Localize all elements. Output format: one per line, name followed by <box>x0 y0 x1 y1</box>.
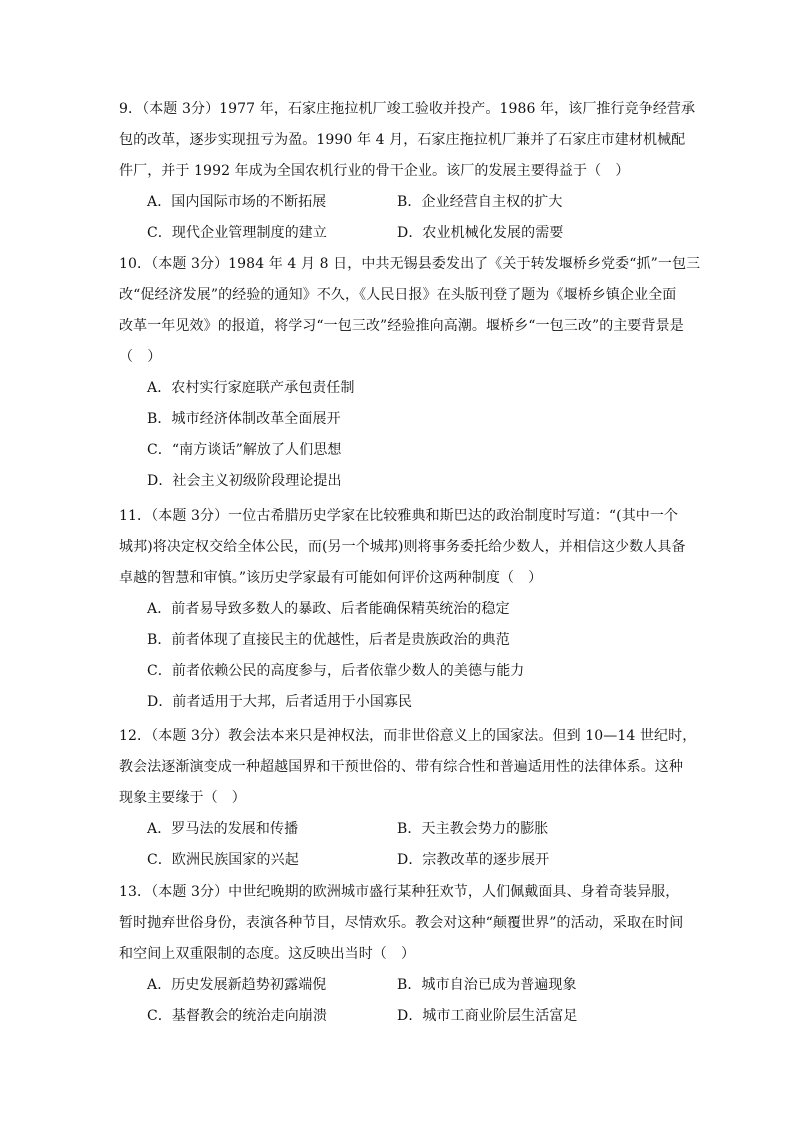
option-a[interactable]: A．历史发展新趋势初露端倪 <box>147 977 327 993</box>
question-text-line: 教会法逐渐演变成一种超越国界和干预世俗的、带有综合性和普遍适用性的法律体系。这种 <box>119 759 683 775</box>
question-9 <box>119 94 696 249</box>
option-d[interactable]: D．农业机械化发展的需要 <box>397 225 564 241</box>
option-row <box>119 814 679 845</box>
question-10 <box>119 249 701 497</box>
question-13 <box>119 877 684 1032</box>
question-text-line: 13．（本题 3分）中世纪晚期的欧洲城市盛行某种狂欢节，人们佩戴面具、身着奇装异服， <box>119 884 680 900</box>
question-text-line: 现象主要缘于（ ） <box>119 790 246 806</box>
option-b[interactable]: B．城市自治已成为普遍现象 <box>397 977 577 993</box>
option-a[interactable]: A．农村实行家庭联产承包责任制 <box>147 380 355 396</box>
option-a[interactable]: A．国内国际市场的不断拓展 <box>147 194 327 210</box>
option-b[interactable]: B．企业经营自主权的扩大 <box>397 194 563 210</box>
option-d[interactable]: D．城市工商业阶层生活富足 <box>397 1008 578 1024</box>
option-a[interactable]: A．罗马法的发展和传播 <box>147 821 299 837</box>
option-c[interactable]: C．欧洲民族国家的兴起 <box>147 852 299 868</box>
question-text-line: 卓越的智慧和审慎。”该历史学家最有可能如何评价这两种制度（ ） <box>119 570 543 586</box>
option-c[interactable]: C．基督教会的统治走向崩溃 <box>147 1008 328 1024</box>
option-d[interactable]: D．社会主义初级阶段理论提出 <box>147 473 342 489</box>
question-11 <box>119 501 686 718</box>
question-text-line: 9．（本题 3分）1977 年，石家庄拖拉机厂竣工验收并投产。1986 年，该厂推行竞争经营承 <box>119 101 696 117</box>
question-text-line: 11．（本题 3分）一位古希腊历史学家在比较雅典和斯巴达的政治制度时写道：“(其中一个 <box>119 508 679 524</box>
question-text-line: （ ） <box>119 349 162 365</box>
option-b[interactable]: B．城市经济体制改革全面展开 <box>147 411 341 427</box>
option-row <box>119 970 679 1001</box>
question-text-line: 暂时抛弃世俗身份，表演各种节目，尽情欢乐。教会对这种“颠覆世界”的活动，采取在时间 <box>119 915 684 931</box>
option-d[interactable]: D．宗教改革的逐步展开 <box>397 852 550 868</box>
option-c[interactable]: C．前者依赖公民的高度参与，后者依靠少数人的美德与能力 <box>147 663 525 679</box>
question-text-line: 城邦)将决定权交给全体公民，而(另一个城邦)则将事务委托给少数人，并相信这少数人具备 <box>119 539 686 555</box>
question-text-line: 件厂，并于 1992 年成为全国农机行业的骨干企业。该厂的发展主要得益于（ ） <box>119 163 630 179</box>
question-text-line: 改革一年见效》的报道，将学习“一包三改”经验推向高潮。堰桥乡“一包三改”的主要背景是 <box>119 318 684 334</box>
option-b[interactable]: B．天主教会势力的膨胀 <box>397 821 549 837</box>
question-text-line: 和空间上双重限制的态度。这反映出当时（ ） <box>119 946 416 962</box>
question-text-line: 改“促经济发展”的经验的通知》不久，《人民日报》在头版刊登了题为《堰桥乡镇企业全面 <box>119 287 677 303</box>
option-a[interactable]: A．前者易导致多数人的暴政、后者能确保精英统治的稳定 <box>147 601 510 617</box>
option-d[interactable]: D．前者适用于大邦，后者适用于小国寡民 <box>147 694 413 710</box>
option-row <box>119 187 679 218</box>
question-text-line: 12．（本题 3分）教会法本来只是神权法，而非世俗意义上的国家法。但到 10—14 世纪时， <box>119 728 697 744</box>
option-row <box>119 845 679 876</box>
option-b[interactable]: B．前者体现了直接民主的优越性，后者是贵族政治的典范 <box>147 632 510 648</box>
question-text-line: 包的改革，逐步实现扭亏为盈。1990 年 4 月，石家庄拖拉机厂兼并了石家庄市建材机械配 <box>119 132 686 148</box>
option-c[interactable]: C．“南方谈话”解放了人们思想 <box>147 442 342 458</box>
option-row <box>119 1001 679 1032</box>
question-text-line: 10．（本题 3分）1984 年 4 月 8 日，中共无锡县委发出了《关于转发堰桥乡党委“抓”一包三 <box>119 256 701 272</box>
option-row <box>119 218 679 249</box>
question-12 <box>119 721 697 876</box>
option-c[interactable]: C．现代企业管理制度的建立 <box>147 225 328 241</box>
